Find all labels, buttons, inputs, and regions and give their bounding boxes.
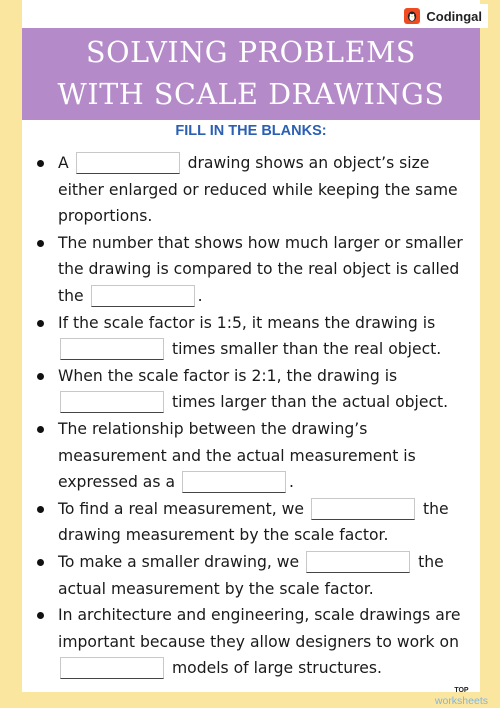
section-subtitle: FILL IN THE BLANKS: <box>175 123 327 139</box>
answer-blank[interactable] <box>182 471 286 493</box>
answer-blank[interactable] <box>60 391 164 413</box>
item-text-after: times larger than the actual object. <box>171 393 449 412</box>
page-title-line-2: WITH SCALE DRAWINGS <box>57 78 445 111</box>
answer-blank[interactable] <box>60 657 164 679</box>
answer-blank[interactable] <box>311 498 415 520</box>
answer-blank[interactable] <box>76 152 180 174</box>
item-text-before: The relationship between the drawing’s measurement and the actual measurement is expressed as a <box>58 419 416 492</box>
page-title-line-1: SOLVING PROBLEMS <box>85 36 417 69</box>
brand-name: Codingal <box>426 8 482 24</box>
title-banner <box>22 28 480 120</box>
item-text-after: the drawing measurement by the scale factor. <box>58 499 449 545</box>
list-item <box>36 363 480 416</box>
item-text-after: models of large structures. <box>171 659 382 678</box>
item-text-before: In architecture and engineering, scale drawings are important because they allow designers to work on <box>58 606 461 651</box>
question-list <box>36 150 480 682</box>
list-item <box>36 549 480 602</box>
list-item <box>36 416 480 496</box>
topworksheets-logo <box>435 686 488 706</box>
item-text-before: A <box>58 154 69 172</box>
item-text-before: When the scale factor is 2:1, the drawing is <box>58 366 398 385</box>
item-text-after: drawing shows an object’s size either enlarged or reduced while keeping the same proportions. <box>58 154 458 226</box>
list-item <box>36 310 480 363</box>
list-item <box>36 602 480 682</box>
answer-blank[interactable] <box>306 551 410 573</box>
item-text-before: The number that shows how much larger or smaller the drawing is compared to the real object is called the <box>58 233 463 305</box>
list-item <box>36 150 480 230</box>
item-text-after: . <box>197 286 203 305</box>
item-text-before: To make a smaller drawing, we <box>58 552 300 571</box>
list-item <box>36 230 480 310</box>
item-text-before: If the scale factor is 1:5, it means the drawing is <box>58 313 436 332</box>
list-item <box>36 496 480 549</box>
footer-top-text: TOP <box>454 687 469 694</box>
item-text-after: times smaller than the real object. <box>171 340 442 359</box>
item-text-after: . <box>288 473 294 492</box>
codingal-penguin-icon <box>404 8 420 24</box>
footer-worksheets-text: worksheets <box>434 695 488 707</box>
item-text-before: To find a real measurement, we <box>58 499 305 518</box>
codingal-logo <box>398 4 488 28</box>
item-text-after: the actual measurement by the scale factor. <box>58 552 444 598</box>
answer-blank[interactable] <box>60 338 164 360</box>
answer-blank[interactable] <box>91 285 195 307</box>
